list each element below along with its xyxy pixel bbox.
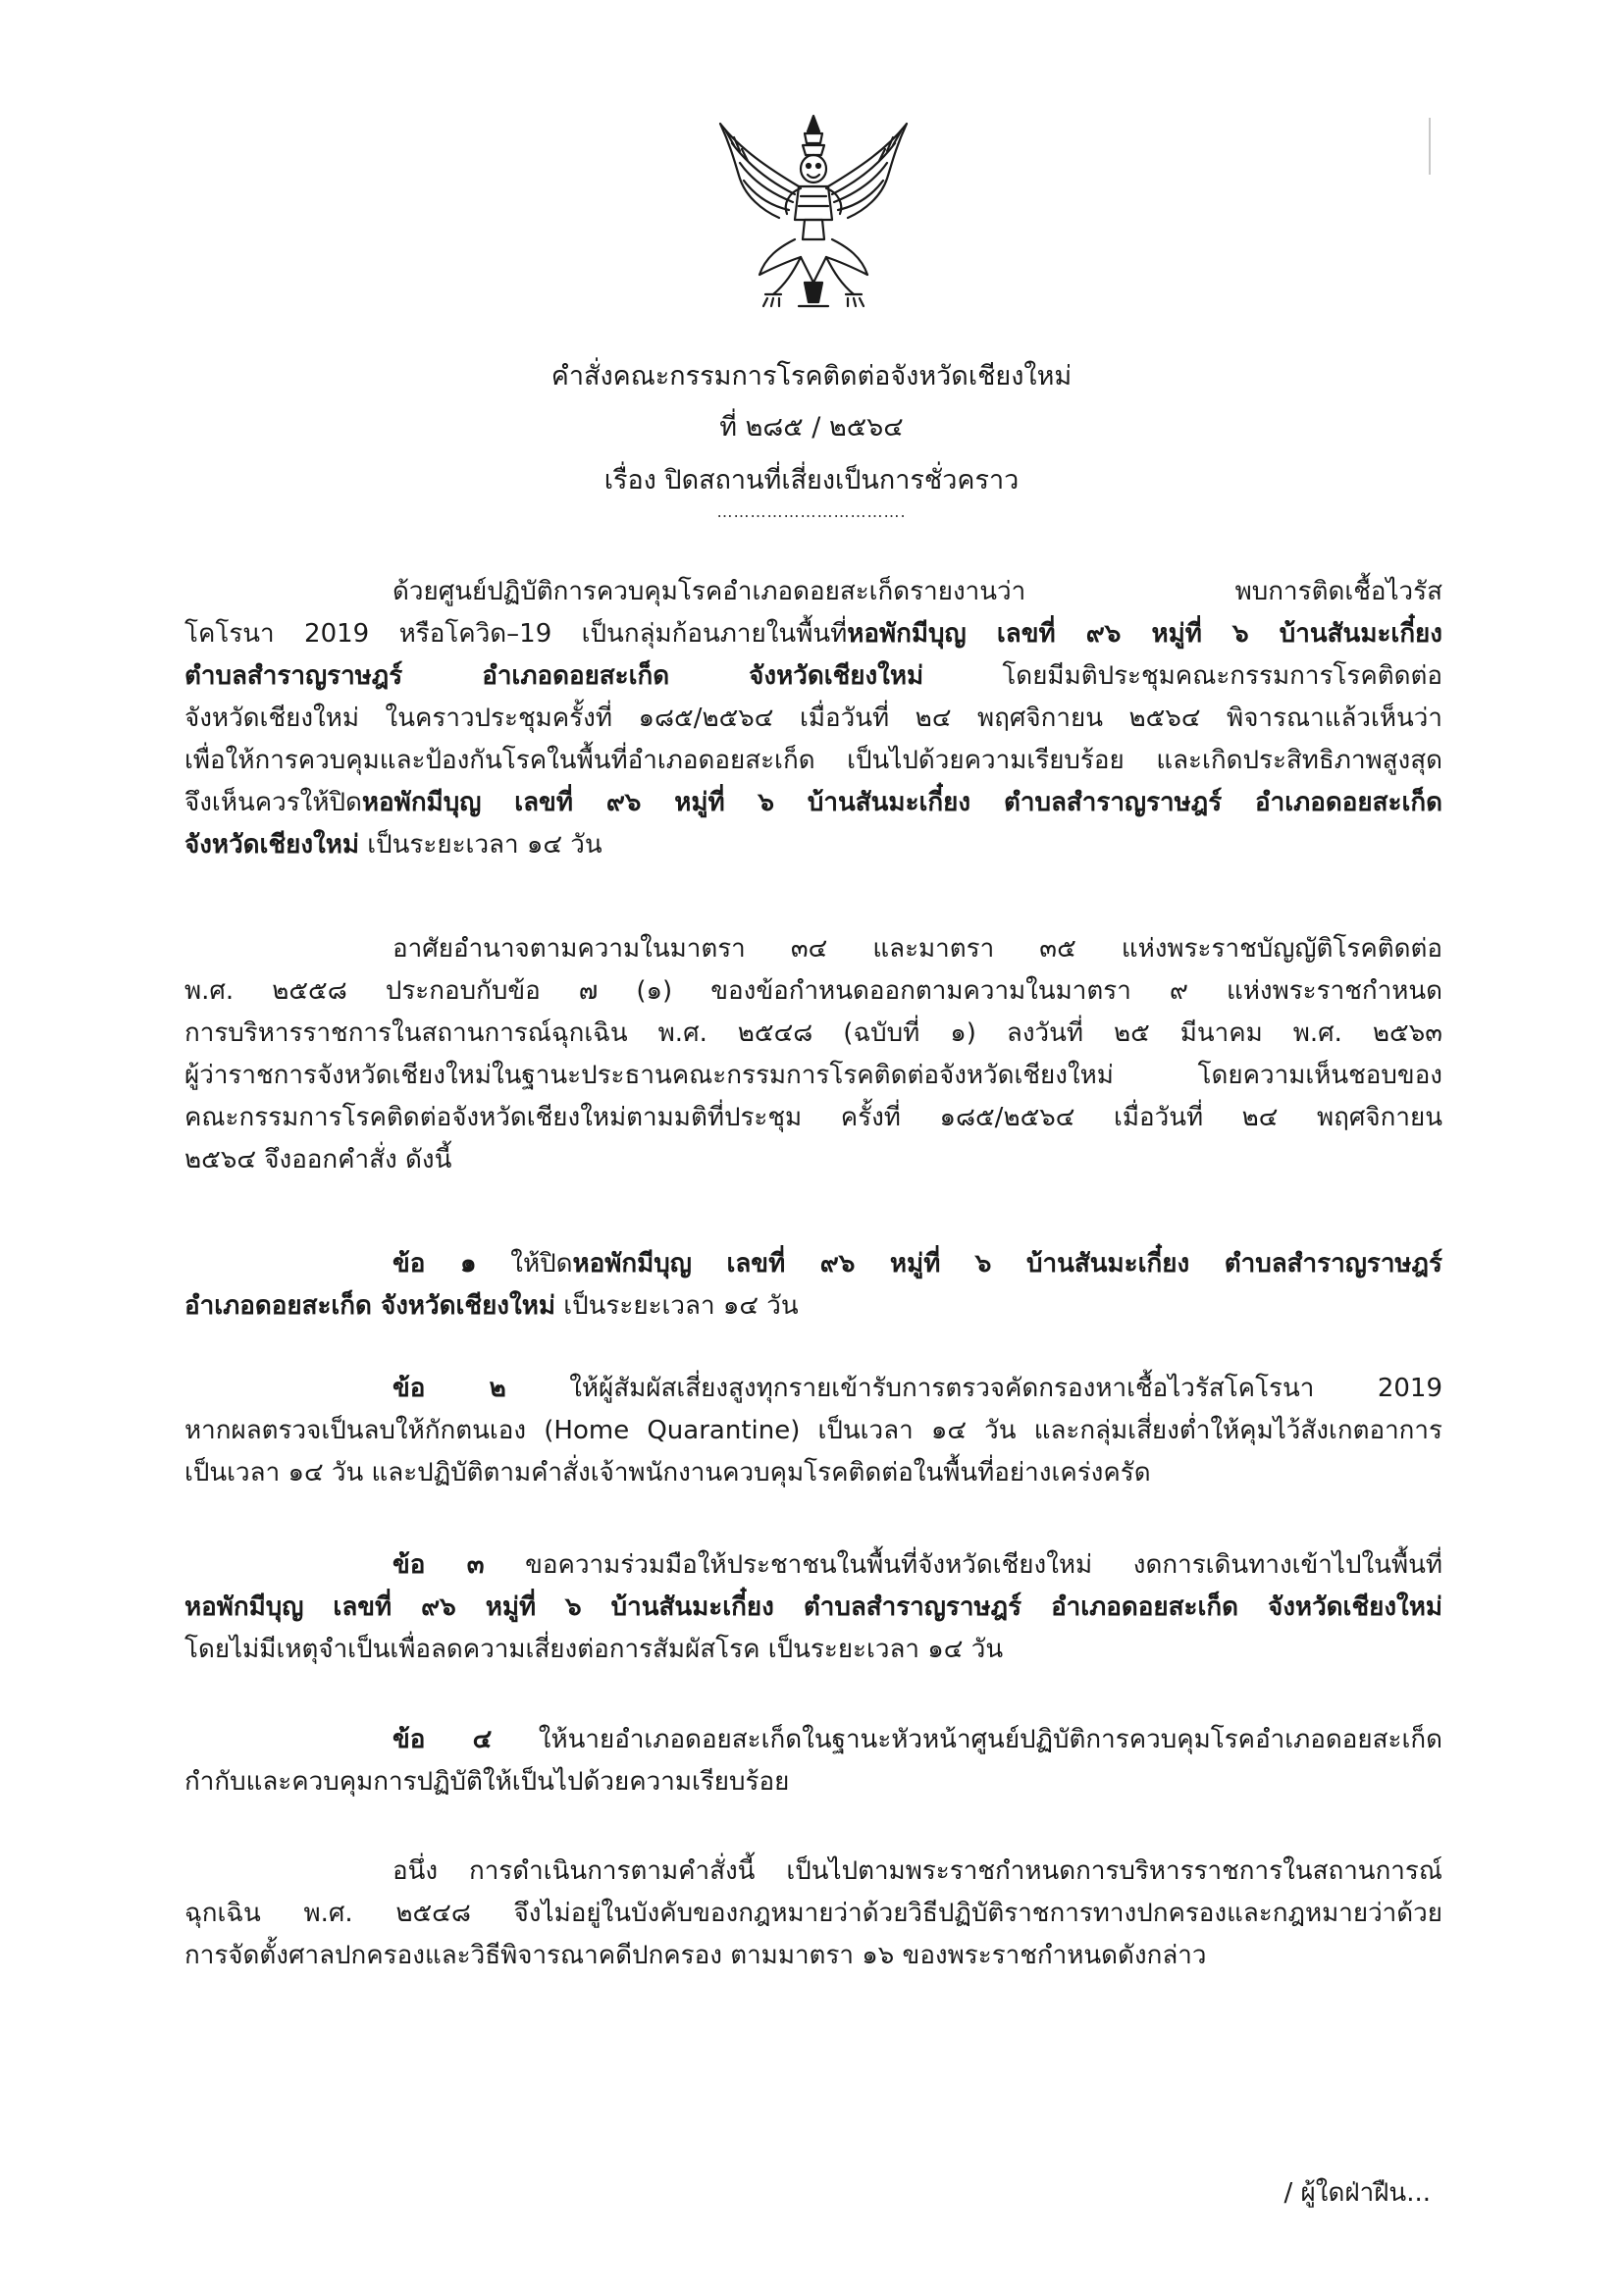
bold-location: ตำบลสำราญราษฎร์ อำเภอดอยสะเก็ด จังหวัดเชียงใหม่ (184, 661, 924, 691)
text-line (184, 1719, 1442, 1761)
clause-3 (184, 1544, 1442, 1671)
continuation-marker: / ผู้ใดฝ่าฝืน... (1283, 2178, 1431, 2208)
text-line: คณะกรรมการโรคติดต่อจังหวัดเชียงใหม่ตามมติที่ประชุม ครั้งที่ ๑๘๕/๒๕๖๔ เมื่อวันที่ ๒๔ พฤศจิกายน (184, 1103, 1442, 1132)
text-line: ๒๕๖๔ จึงออกคำสั่ง ดังนี้ (184, 1145, 452, 1174)
text-segment: เป็นระยะเวลา ๑๔ วัน (359, 830, 602, 860)
text-line: เพื่อให้การควบคุมและป้องกันโรคในพื้นที่อำเภอดอยสะเก็ด เป็นไปด้วยความเรียบร้อย และเกิดประสิทธิภาพสูงสุด (184, 746, 1442, 775)
text-line (184, 824, 1442, 866)
bold-location: หอพักมีบุญ เลขที่ ๙๖ หมู่ที่ ๖ บ้านสันมะเกี๋ยง ตำบลสำราญราษฎร์ อำเภอดอยสะเก็ด จังหวัดเชียงใหม่ (184, 1592, 1442, 1622)
clause-number: ข้อ ๓ (393, 1550, 485, 1580)
text-line: การบริหารราชการในสถานการณ์ฉุกเฉิน พ.ศ. ๒๕๔๘ (ฉบับที่ ๑) ลงวันที่ ๒๕ มีนาคม พ.ศ. ๒๕๖๓ (184, 1018, 1442, 1048)
text-segment: ให้ผู้สัมผัสเสี่ยงสูงทุกรายเข้ารับการตรวจคัดกรองหาเชื้อไวรัสโคโรนา 2019 (505, 1374, 1442, 1403)
clause-number: ข้อ ๒ (393, 1374, 506, 1403)
clause-1 (184, 1243, 1442, 1328)
text-line (184, 1285, 1442, 1328)
text-segment: เป็นระยะเวลา ๑๔ วัน (554, 1291, 799, 1321)
paragraph-authority (184, 928, 1442, 1181)
bold-location: หอพักมีบุญ เลขที่ ๙๖ หมู่ที่ ๖ บ้านสันมะเกี๋ยง ตำบลสำราญราษฎร์ (572, 1249, 1442, 1278)
text-segment: ให้นายอำเภอดอยสะเก็ดในฐานะหัวหน้าศูนย์ปฏิบัติการควบคุมโรคอำเภอดอยสะเก็ด (492, 1725, 1442, 1754)
text-line: หากผลตรวจเป็นลบให้กักตนเอง (Home Quarantine) เป็นเวลา ๑๔ วัน และกลุ่มเสี่ยงต่ำให้คุมไว้สังเกตอาการ (184, 1416, 1442, 1445)
text-line: การจัดตั้งศาลปกครองและวิธีพิจารณาคดีปกครอง ตามมาตรา ๑๖ ของพระราชกำหนดดังกล่าว (184, 1941, 1207, 1970)
text-line: ด้วยศูนย์ปฏิบัติการควบคุมโรคอำเภอดอยสะเก็ดรายงานว่า พบการติดเชื้อไวรัส (393, 577, 1442, 606)
text-segment: ขอความร่วมมือให้ประชาชนในพื้นที่จังหวัดเชียงใหม่ งดการเดินทางเข้าไปในพื้นที่ (484, 1550, 1443, 1580)
text-line (184, 1368, 1442, 1410)
order-title: คำสั่งคณะกรรมการโรคติดต่อจังหวัดเชียงใหม่ (550, 361, 1073, 391)
order-subject: เรื่อง ปิดสถานที่เสี่ยงเป็นการชั่วคราว (603, 465, 1020, 496)
clause-number: ข้อ ๑ (393, 1249, 477, 1278)
text-line: อาศัยอำนาจตามความในมาตรา ๓๔ และมาตรา ๓๕ แห่งพระราชบัญญัติโรคติดต่อ (393, 934, 1442, 964)
text-line (184, 782, 1442, 824)
text-line: โดยไม่มีเหตุจำเป็นเพื่อลดความเสี่ยงต่อการสัมผัสโรค เป็นระยะเวลา ๑๔ วัน (184, 1635, 1004, 1664)
paragraph-background (184, 571, 1442, 866)
text-line (184, 1587, 1442, 1629)
bold-location: อำเภอดอยสะเก็ด จังหวัดเชียงใหม่ (184, 1291, 555, 1321)
bold-location: จังหวัดเชียงใหม่ (184, 830, 359, 860)
text-segment: โคโรนา 2019 หรือโควิด–19 เป็นกลุ่มก้อนภายในพื้นที่ (184, 619, 848, 649)
bold-location: หอพักมีบุญ เลขที่ ๙๖ หมู่ที่ ๖ บ้านสันมะเกี๋ยง ตำบลสำราญราษฎร์ อำเภอดอยสะเก็ด (361, 788, 1442, 817)
scan-edge-mark (1429, 118, 1431, 175)
text-line (184, 1544, 1442, 1587)
text-line: พ.ศ. ๒๕๕๘ ประกอบกับข้อ ๗ (๑) ของข้อกำหนดออกตามความในมาตรา ๙ แห่งพระราชกำหนด (184, 976, 1442, 1006)
text-line (184, 613, 1442, 655)
text-line: ฉุกเฉิน พ.ศ. ๒๕๔๘ จึงไม่อยู่ในบังคับของกฎหมายว่าด้วยวิธีปฏิบัติราชการทางปกครองและกฎหมายว่าด้วย (184, 1899, 1442, 1928)
text-line (184, 1243, 1442, 1285)
text-segment: ให้ปิด (476, 1249, 573, 1278)
text-line: เป็นเวลา ๑๔ วัน และปฏิบัติตามคำสั่งเจ้าพนักงานควบคุมโรคติดต่อในพื้นที่อย่างเคร่งครัด (184, 1458, 1151, 1487)
clause-4 (184, 1719, 1442, 1803)
text-line: อนึ่ง การดำเนินการตามคำสั่งนี้ เป็นไปตามพระราชกำหนดการบริหารราชการในสถานการณ์ (393, 1856, 1442, 1886)
clause-2 (184, 1368, 1442, 1494)
text-segment: โดยมีมติประชุมคณะกรรมการโรคติดต่อ (923, 661, 1442, 691)
bold-location: หอพักมีบุญ เลขที่ ๙๖ หมู่ที่ ๖ บ้านสันมะเกี๋ยง (847, 619, 1442, 649)
title-separator: ……………………………. (716, 502, 907, 521)
text-line (184, 655, 1442, 698)
order-number: ที่ ๒๘๕ / ๒๕๖๔ (719, 412, 904, 443)
text-segment: จึงเห็นควรให้ปิด (184, 788, 362, 817)
text-line: จังหวัดเชียงใหม่ ในคราวประชุมครั้งที่ ๑๘๕/๒๕๖๔ เมื่อวันที่ ๒๔ พฤศจิกายน ๒๕๖๔ พิจารณาแล้วเห็นว่า (184, 704, 1442, 733)
clause-number: ข้อ ๔ (393, 1725, 493, 1754)
text-line: กำกับและควบคุมการปฏิบัติให้เป็นไปด้วยความเรียบร้อย (184, 1767, 790, 1797)
garuda-emblem-icon (710, 110, 916, 321)
text-line: ผู้ว่าราชการจังหวัดเชียงใหม่ในฐานะประธานคณะกรรมการโรคติดต่อจังหวัดเชียงใหม่ โดยความเห็นชอบของ (184, 1061, 1442, 1090)
paragraph-note (184, 1851, 1442, 1977)
